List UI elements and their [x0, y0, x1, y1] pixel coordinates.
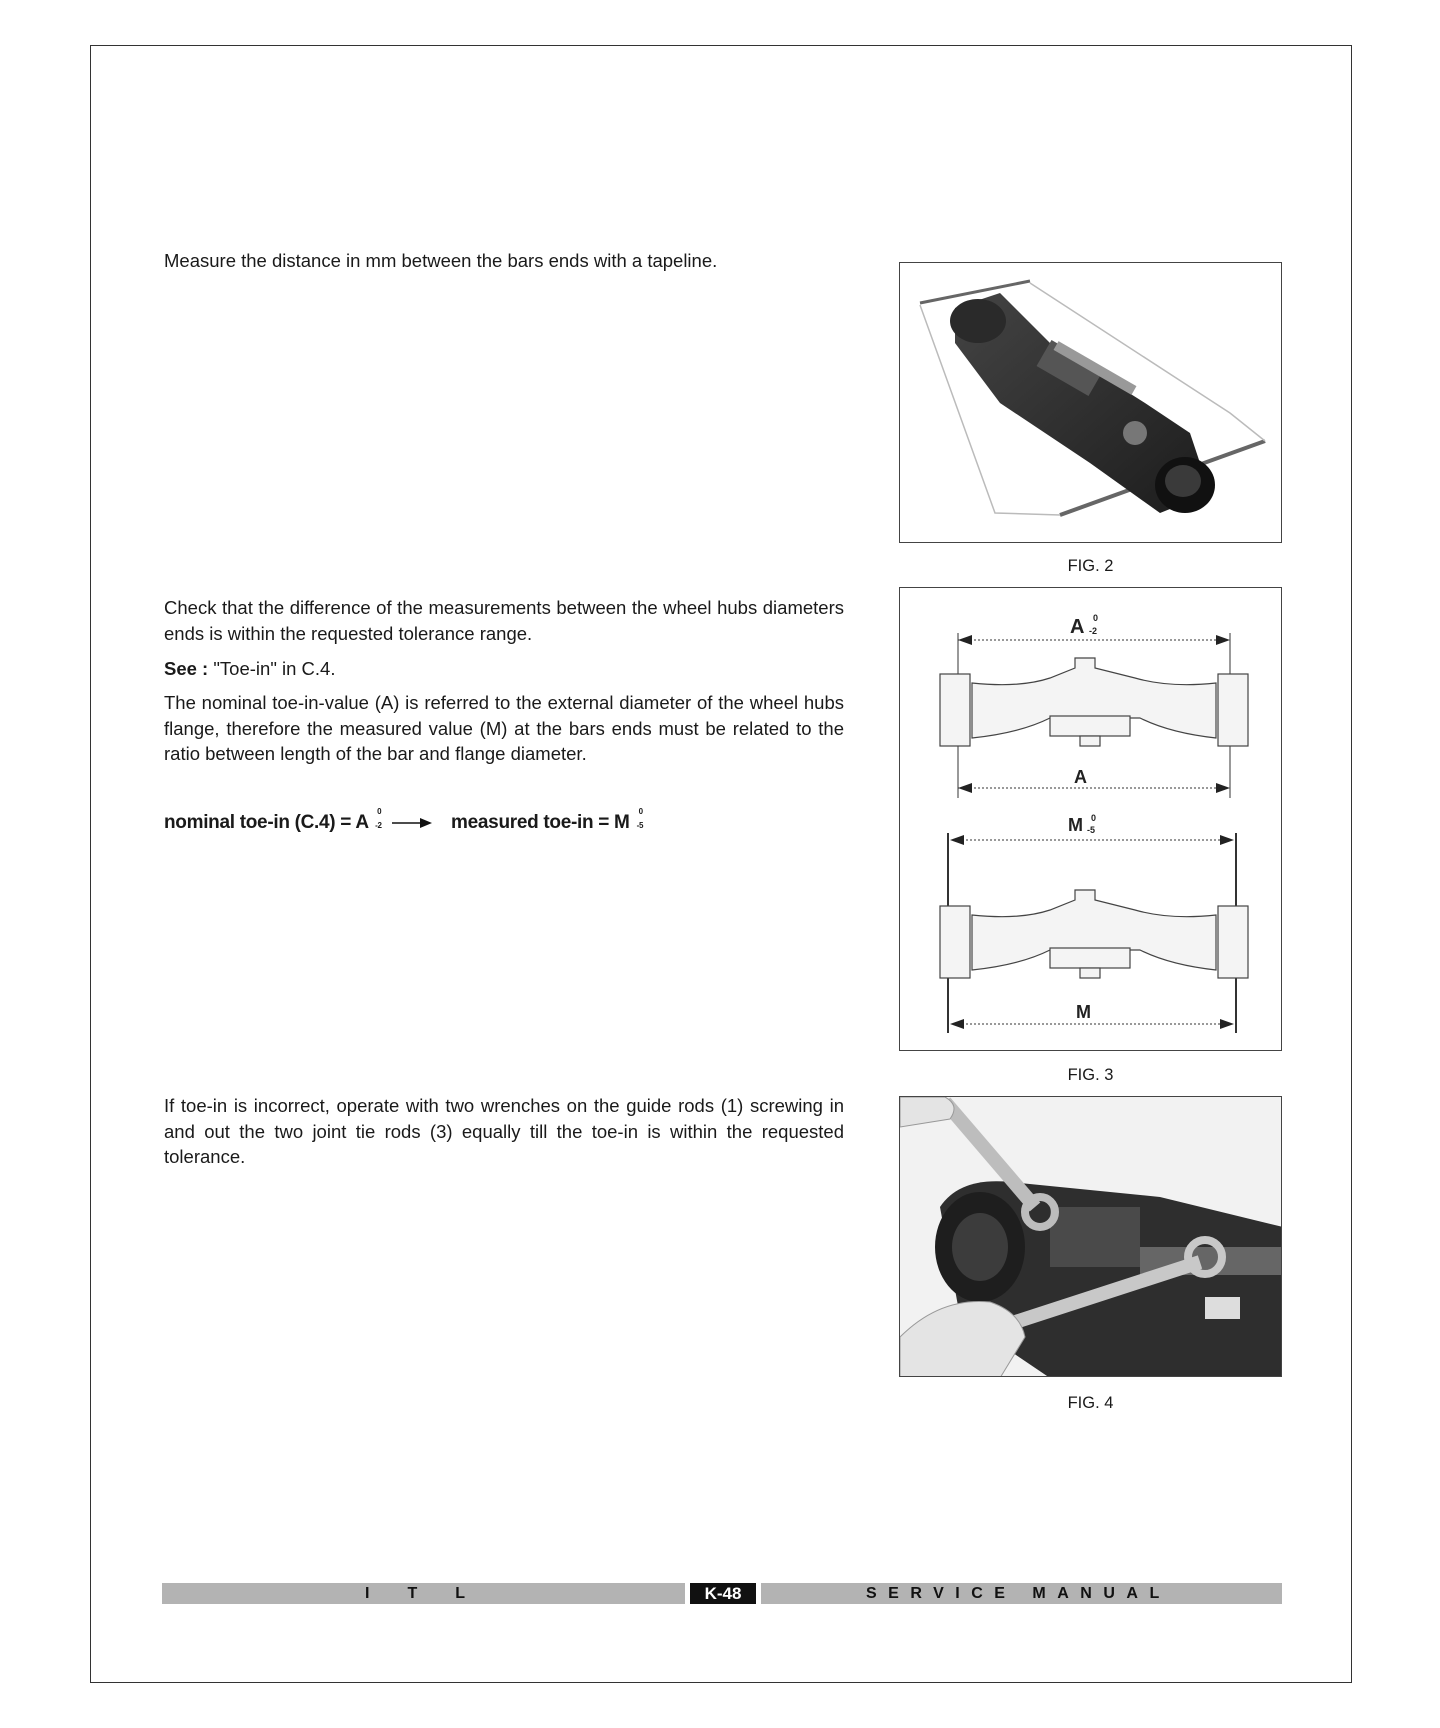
label-m-top-tol-lower: -5 [1087, 825, 1096, 835]
see-text: "Toe-in" in C.4. [208, 658, 336, 679]
figure-4-wrench-photo [899, 1096, 1282, 1377]
footer-manual-title: SERVICE MANUAL [866, 1585, 1171, 1602]
toe-in-dimension-diagram [900, 588, 1282, 1051]
see-label: See : [164, 658, 209, 679]
label-a-top-tol-lower: -2 [1089, 626, 1098, 636]
axle-with-bars-illustration [900, 263, 1282, 543]
toe-in-formula [164, 806, 649, 834]
formula-left: nominal toe-in (C.4) = A [164, 812, 369, 833]
formula-left-tolerance: 0 -2 [375, 806, 382, 830]
paragraph-measure-distance: Measure the distance in mm between the bars ends with a tapeline. [164, 250, 718, 271]
footer-brand: ITL [365, 1585, 503, 1602]
label-a-top-tol-upper: 0 [1093, 613, 1099, 623]
figure-2-caption: FIG. 2 [1067, 557, 1114, 575]
paragraph-see-reference [164, 656, 844, 682]
formula-right: measured toe-in = M [451, 812, 630, 833]
label-m-top-tol-upper: 0 [1091, 813, 1097, 823]
arrow-right-icon [392, 816, 432, 830]
footer-page-number: K-48 [690, 1583, 756, 1604]
formula-right-tolerance: 0 -5 [636, 806, 644, 830]
page-footer [162, 1583, 1282, 1604]
paragraph-check-difference: Check that the difference of the measurements between the wheel hubs diameters ends is within the requested tolerance range. [164, 597, 844, 644]
figure-3-caption: FIG. 3 [1067, 1066, 1114, 1084]
figure-3-toe-in-diagram [899, 587, 1282, 1051]
figure-4-caption: FIG. 4 [1067, 1394, 1114, 1412]
label-a-bottom: A [1074, 767, 1087, 787]
label-m-top: M [1068, 815, 1083, 835]
paragraph-adjust-toe-in: If toe-in is incorrect, operate with two wrenches on the guide rods (1) screwing in and out the two joint tie rods (3) equally till the toe-in is within the requested tolerance. [164, 1095, 844, 1167]
paragraph-nominal-toe-in: The nominal toe-in-value (A) is referred to the external diameter of the wheel hubs flange, therefore the measured value (M) at the bars ends must be related to the ratio between length of the bar and flange diameter. [164, 692, 844, 764]
figure-2-axle-photo [899, 262, 1282, 543]
label-a-top: A [1070, 616, 1085, 638]
label-m-bottom: M [1076, 1002, 1091, 1022]
wrenches-on-tie-rods-illustration [900, 1097, 1282, 1377]
